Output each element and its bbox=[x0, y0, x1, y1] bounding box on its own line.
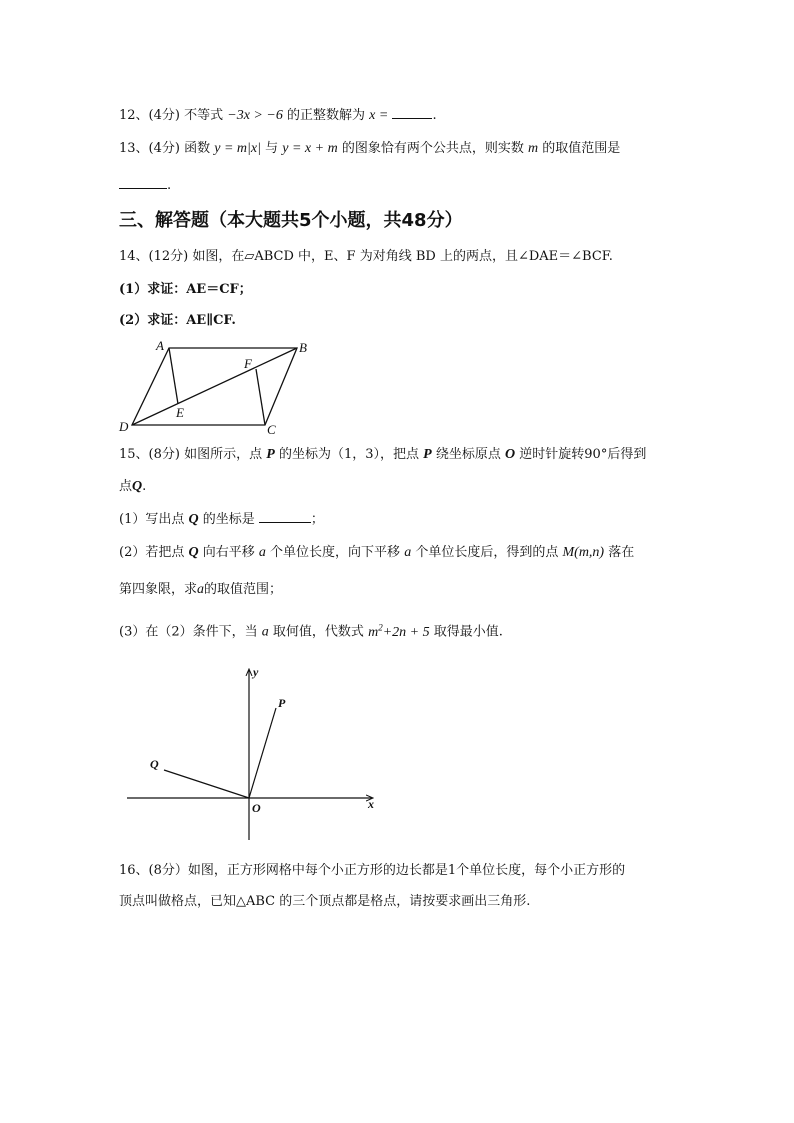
q15-p2-b: 向右平移 bbox=[202, 545, 255, 560]
q15-part-2-line-2 bbox=[119, 580, 282, 600]
q13-end: . bbox=[167, 178, 172, 193]
q15-p3-b: 取何值，代数式 bbox=[272, 624, 364, 640]
label-b: B bbox=[299, 340, 307, 355]
q15-p2-a-var: a bbox=[258, 545, 266, 560]
q14-stem bbox=[119, 247, 613, 267]
axis-label-y: y bbox=[253, 665, 259, 679]
q15-p3-a: (3）在（2）条件下，当 bbox=[119, 624, 258, 640]
label-e: E bbox=[176, 405, 184, 420]
q13-text-2: 与 bbox=[265, 141, 279, 156]
q14-part-1: (1）求证：AE＝CF； bbox=[119, 282, 252, 297]
q14-number: 14、(12分) bbox=[119, 249, 189, 264]
q15-p1-q: Q bbox=[188, 512, 199, 527]
q15-p: P bbox=[266, 447, 275, 462]
q13-function-2: y = x + m bbox=[282, 141, 338, 156]
q15-p2-line2-a: 第四象限，求 bbox=[119, 582, 198, 597]
q14-stem-text: 如图，在▱ABCD 中，E、F 为对角线 BD 上的两点，且∠DAE＝∠BCF. bbox=[192, 249, 613, 264]
q15-point-m: M(m,n) bbox=[562, 545, 605, 560]
section-3-heading: 三、解答题（本大题共5个小题，共48分） bbox=[119, 210, 463, 231]
q13-text-4: 的取值范围是 bbox=[542, 141, 621, 156]
q15-expr-rest: +2n + 5 bbox=[382, 624, 430, 640]
question-13 bbox=[119, 139, 620, 159]
q12-end: . bbox=[432, 108, 437, 123]
q15-o: O bbox=[505, 447, 516, 462]
label-a: A bbox=[156, 338, 164, 353]
segment-oq bbox=[164, 770, 249, 798]
segment-cf bbox=[256, 369, 265, 425]
q13-function-1: y = m|x| bbox=[214, 141, 261, 156]
q15-stem-a: 如图所示，点 bbox=[184, 447, 263, 462]
q15-p2-line2-b: 的取值范围； bbox=[204, 582, 283, 597]
q15-number: 15、(8分) bbox=[119, 447, 180, 462]
label-d: D bbox=[119, 419, 129, 434]
q13-answer-blank bbox=[119, 174, 167, 189]
segment-ae bbox=[169, 348, 178, 404]
axis-label-x: x bbox=[368, 797, 374, 811]
q15-p2-a: (2）若把点 bbox=[119, 545, 185, 560]
q15-stem-line-2 bbox=[119, 477, 146, 497]
q15-p2-d: 个单位长度后，得到的点 bbox=[415, 545, 559, 560]
q15-p1-a: (1）写出点 bbox=[119, 512, 185, 527]
label-p: P bbox=[278, 696, 286, 710]
q15-stem bbox=[119, 445, 646, 465]
q15-stem-d: 逆时针旋转90°后得到 bbox=[519, 447, 647, 462]
diagonal-bd bbox=[132, 348, 297, 425]
q15-expression bbox=[368, 622, 430, 640]
q15-p2-e: 落在 bbox=[608, 545, 635, 560]
q12-answer-blank bbox=[392, 104, 432, 119]
q15-p3-c: 取得最小值. bbox=[433, 624, 503, 640]
question-12 bbox=[119, 104, 437, 126]
q15-expr-sup: 2 bbox=[378, 622, 383, 632]
label-origin: O bbox=[252, 801, 261, 815]
q15-part-2 bbox=[119, 543, 634, 563]
q15-p2-a-var-2: a bbox=[404, 545, 412, 560]
q15-part-3 bbox=[119, 617, 503, 643]
label-f: F bbox=[244, 356, 252, 371]
q12-number: 12、(4分) bbox=[119, 108, 180, 123]
q15-p2-c: 个单位长度，向下平移 bbox=[270, 545, 401, 560]
q15-p1-b: 的坐标是 bbox=[202, 512, 255, 527]
q15-p2-q: Q bbox=[188, 545, 199, 560]
q12-inequality: −3x > −6 bbox=[227, 108, 283, 123]
q13-text-3: 的图象恰有两个公共点，则实数 bbox=[341, 141, 524, 156]
q15-p2-a-var-3: a bbox=[197, 582, 205, 597]
parallelogram-figure bbox=[112, 336, 322, 436]
q15-p1-end: ； bbox=[310, 512, 324, 527]
q13-answer-line bbox=[119, 174, 171, 196]
q15-line2-a: 点 bbox=[119, 479, 133, 494]
q15-p-2: P bbox=[423, 447, 432, 462]
label-q: Q bbox=[150, 757, 159, 771]
q15-stem-b: 的坐标为（1，3），把点 bbox=[278, 447, 420, 462]
q15-p3-a-var: a bbox=[261, 624, 269, 640]
q15-part-1 bbox=[119, 508, 324, 530]
q15-expr-m: m bbox=[368, 624, 379, 640]
q12-text-2: 的正整数解为 bbox=[286, 108, 365, 123]
q15-answer-blank bbox=[259, 508, 311, 523]
q12-x-equals: x = bbox=[369, 108, 389, 123]
q15-q: Q bbox=[132, 479, 143, 494]
label-c: C bbox=[267, 422, 276, 436]
coordinate-figure bbox=[122, 660, 384, 842]
q13-text: 函数 bbox=[184, 141, 211, 156]
q13-m: m bbox=[527, 141, 539, 156]
q15-stem-c: 绕坐标原点 bbox=[435, 447, 501, 462]
q13-number: 13、(4分) bbox=[119, 141, 180, 156]
q12-text: 不等式 bbox=[184, 108, 224, 123]
segment-op bbox=[249, 708, 276, 798]
q16-line-2: 顶点叫做格点，已知△ABC 的三个顶点都是格点，请按要求画出三角形. bbox=[119, 894, 531, 909]
q15-line2-end: . bbox=[142, 479, 147, 494]
q14-part-2: (2）求证：AE∥CF. bbox=[119, 313, 236, 328]
q16-line-1: 16、(8分）如图，正方形网格中每个小正方形的边长都是1个单位长度，每个小正方形的 bbox=[119, 863, 626, 878]
